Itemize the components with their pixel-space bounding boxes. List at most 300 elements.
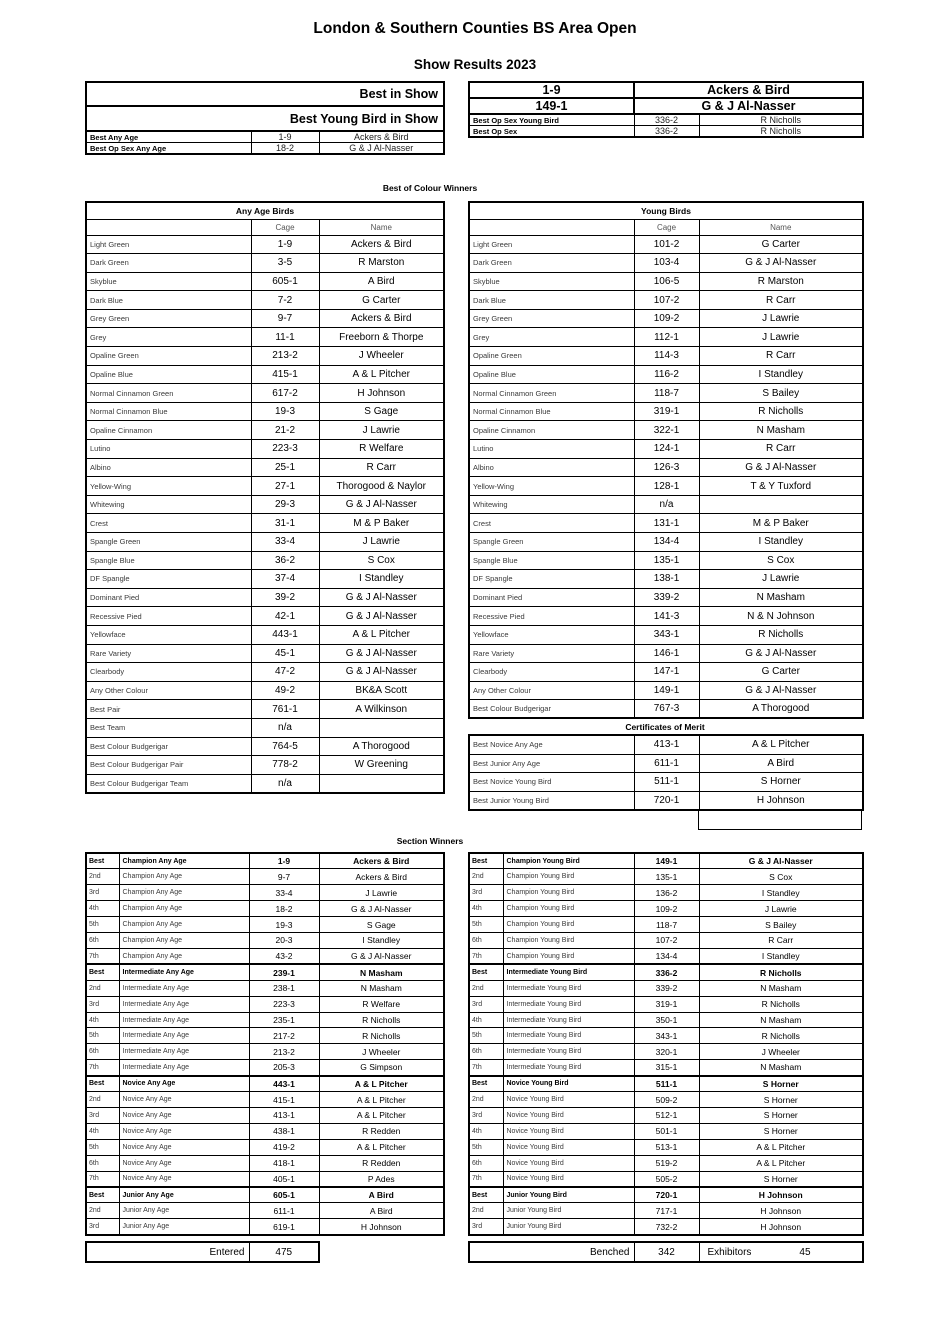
exhibitor-name: J Wheeler: [699, 1044, 863, 1060]
section-label: Intermediate Any Age: [119, 996, 249, 1012]
table-row: [469, 440, 863, 459]
table-row: [469, 309, 863, 328]
cage-number: 118-7: [634, 917, 699, 933]
exhibitor-name: R Welfare: [319, 996, 444, 1012]
row-label: Rare Variety: [469, 644, 634, 663]
cage-number: 339-2: [634, 588, 699, 607]
exhibitor-name: G & J Al-Nasser: [319, 663, 444, 682]
cage-number: 103-4: [634, 254, 699, 273]
best-in-show-table: [85, 81, 445, 155]
table-row: [86, 901, 444, 917]
young-birds-table: [468, 201, 864, 719]
cage-number: 1-9: [251, 235, 319, 254]
cage-number: 720-1: [634, 791, 699, 810]
cage-number: 135-1: [634, 551, 699, 570]
row-label: Albino: [86, 458, 251, 477]
cage-number: 107-2: [634, 291, 699, 310]
table-row: [86, 514, 444, 533]
place-label: 3rd: [86, 996, 119, 1012]
exhibitor-name: J Lawrie: [699, 328, 863, 347]
exhibitor-name: A & L Pitcher: [319, 1076, 444, 1092]
cage-number: 1-9: [249, 853, 319, 869]
row-label: Yellow-Wing: [469, 477, 634, 496]
exhibitor-name: A & L Pitcher: [699, 1155, 863, 1171]
row-label: Spangle Blue: [469, 551, 634, 570]
exhibitor-name: R Nicholls: [699, 402, 863, 421]
exhibitor-name: G & J Al-Nasser: [319, 948, 444, 964]
row-label: Yellowface: [86, 625, 251, 644]
row-label: Lutino: [469, 440, 634, 459]
row-label: Whitewing: [86, 495, 251, 514]
cage-number: 223-3: [251, 440, 319, 459]
cage-number: 505-2: [634, 1171, 699, 1187]
cage-number: 419-2: [249, 1139, 319, 1155]
row-label: Opaline Blue: [86, 365, 251, 384]
exhibitor-name: I Standley: [699, 533, 863, 552]
table-row: [469, 347, 863, 366]
exhibitor-name: G Carter: [699, 235, 863, 254]
table-row: [469, 384, 863, 403]
exhibitor-name: R Carr: [699, 347, 863, 366]
table-row: [86, 663, 444, 682]
cage-number: 1-9: [469, 82, 634, 98]
table-row: [86, 1155, 444, 1171]
exhibitor-name: S Gage: [319, 402, 444, 421]
exhibitor-name: J Lawrie: [319, 533, 444, 552]
exhibitor-name: S Horner: [699, 773, 863, 792]
table-row: [86, 1187, 444, 1203]
table-row: [469, 588, 863, 607]
section-label: Novice Young Bird: [503, 1171, 634, 1187]
cage-number: 25-1: [251, 458, 319, 477]
exhibitor-name: S Horner: [699, 1076, 863, 1092]
section-label: Champion Young Bird: [503, 885, 634, 901]
section-label: Champion Young Bird: [503, 917, 634, 933]
cage-number: 9-7: [249, 869, 319, 885]
section-label: Junior Any Age: [119, 1187, 249, 1203]
table-row: [469, 625, 863, 644]
any-age-birds-table: [85, 201, 445, 794]
exhibitor-name: S Horner: [699, 1108, 863, 1124]
cage-number: 438-1: [249, 1123, 319, 1139]
exhibitor-name: Ackers & Bird: [319, 853, 444, 869]
row-label: Best Colour Budgerigar: [469, 700, 634, 719]
place-label: Best: [86, 964, 119, 980]
best-in-show-header: Best in Show: [86, 82, 444, 106]
place-label: 3rd: [469, 996, 503, 1012]
table-row: [469, 1242, 863, 1262]
section-label: Junior Young Bird: [503, 1219, 634, 1235]
exhibitor-name: J Lawrie: [699, 309, 863, 328]
cage-number: 336-2: [634, 126, 699, 138]
place-label: 7th: [469, 948, 503, 964]
row-label: Whitewing: [469, 495, 634, 514]
section-label: Junior Any Age: [119, 1203, 249, 1219]
row-label: Skyblue: [469, 272, 634, 291]
name-column-header: Name: [319, 219, 444, 235]
table-row: [469, 82, 863, 98]
cage-number: 315-1: [634, 1060, 699, 1076]
row-label: Any Other Colour: [469, 681, 634, 700]
cage-number: 39-2: [251, 588, 319, 607]
row-label: Best Junior Any Age: [469, 754, 634, 773]
table-row: [86, 1242, 319, 1262]
exhibitor-name: S Gage: [319, 917, 444, 933]
table-row: [469, 607, 863, 626]
row-label: Rare Variety: [86, 644, 251, 663]
cage-number: 213-2: [251, 347, 319, 366]
exhibitor-name: N Masham: [319, 980, 444, 996]
cage-number: 42-1: [251, 607, 319, 626]
row-label: Skyblue: [86, 272, 251, 291]
cage-number: 720-1: [634, 1187, 699, 1203]
cage-number: 109-2: [634, 309, 699, 328]
row-label: Normal Cinnamon Blue: [469, 402, 634, 421]
row-label: DF Spangle: [469, 570, 634, 589]
row-label: Recessive Pied: [469, 607, 634, 626]
cage-number: 19-3: [251, 402, 319, 421]
table-row: [469, 996, 863, 1012]
exhibitor-name: A & L Pitcher: [319, 365, 444, 384]
exhibitors-value: 45: [799, 1246, 811, 1258]
table-row: [86, 1060, 444, 1076]
cage-number: 135-1: [634, 869, 699, 885]
section-label: Intermediate Any Age: [119, 980, 249, 996]
exhibitor-name: G & J Al-Nasser: [319, 901, 444, 917]
section-label: Junior Any Age: [119, 1219, 249, 1235]
table-row: [86, 948, 444, 964]
exhibitor-name: R Nicholls: [699, 1028, 863, 1044]
section-label: Intermediate Any Age: [119, 1060, 249, 1076]
row-label: Clearbody: [86, 663, 251, 682]
cage-number: 134-4: [634, 948, 699, 964]
page-subtitle: Show Results 2023: [413, 57, 537, 72]
exhibitor-name: A Bird: [699, 754, 863, 773]
table-row: [86, 1123, 444, 1139]
place-label: 6th: [469, 1155, 503, 1171]
exhibitor-name: S Horner: [699, 1092, 863, 1108]
row-label: Light Green: [469, 235, 634, 254]
table-row: [86, 756, 444, 775]
cage-number: 235-1: [249, 1012, 319, 1028]
exhibitor-name: Freeborn & Thorpe: [319, 328, 444, 347]
table-row: [469, 291, 863, 310]
cage-column-header: Cage: [251, 219, 319, 235]
exhibitor-name: S Bailey: [699, 917, 863, 933]
exhibitor-name: G Carter: [319, 291, 444, 310]
table-row: [469, 700, 863, 719]
exhibitor-name: [699, 495, 863, 514]
colour-winners-title: Best of Colour Winners: [382, 183, 478, 193]
table-row: [469, 365, 863, 384]
cage-number: 767-3: [634, 700, 699, 719]
table-row: [86, 254, 444, 273]
table-row: [86, 309, 444, 328]
row-label: Dominant Pied: [469, 588, 634, 607]
section-label: Champion Young Bird: [503, 869, 634, 885]
table-row: [469, 885, 863, 901]
cage-number: n/a: [251, 774, 319, 793]
exhibitor-name: G & J Al-Nasser: [319, 644, 444, 663]
cage-number: 617-2: [251, 384, 319, 403]
table-row: [469, 1219, 863, 1235]
place-label: Best: [86, 853, 119, 869]
exhibitor-name: H Johnson: [699, 791, 863, 810]
cage-number: 213-2: [249, 1044, 319, 1060]
table-row: [469, 1187, 863, 1203]
cage-number: 511-1: [634, 773, 699, 792]
cage-number: 136-2: [634, 885, 699, 901]
table-row: [469, 917, 863, 933]
exhibitor-name: R Marston: [699, 272, 863, 291]
column-header-row: [469, 219, 863, 235]
exhibitor-name: A & L Pitcher: [319, 1139, 444, 1155]
place-label: Best: [469, 964, 503, 980]
row-label: Opaline Cinnamon: [86, 421, 251, 440]
exhibitor-name: J Wheeler: [319, 347, 444, 366]
table-row: [86, 625, 444, 644]
exhibitor-name: Ackers & Bird: [319, 235, 444, 254]
exhibitor-name: J Lawrie: [699, 901, 863, 917]
section-winners-title: Section Winners: [396, 836, 464, 846]
table-row: [86, 1044, 444, 1060]
exhibitor-name: R Redden: [319, 1155, 444, 1171]
table-row: [469, 495, 863, 514]
table-row: [469, 402, 863, 421]
exhibitor-name: R Carr: [319, 458, 444, 477]
cage-number: 20-3: [249, 933, 319, 949]
exhibitor-name: G & J Al-Nasser: [319, 588, 444, 607]
row-label: Dark Green: [86, 254, 251, 273]
exhibitor-name: [319, 718, 444, 737]
table-row: [469, 458, 863, 477]
table-row: [469, 1203, 863, 1219]
section-label: Novice Any Age: [119, 1139, 249, 1155]
place-label: 7th: [86, 1171, 119, 1187]
exhibitor-name: N Masham: [699, 421, 863, 440]
table-row: [86, 421, 444, 440]
place-label: 6th: [469, 1044, 503, 1060]
exhibitor-name: H Johnson: [319, 1219, 444, 1235]
section-label: Champion Young Bird: [503, 933, 634, 949]
row-label: Grey: [86, 328, 251, 347]
row-label: Yellow-Wing: [86, 477, 251, 496]
exhibitor-name: Ackers & Bird: [634, 82, 863, 98]
exhibitor-name: A Thorogood: [699, 700, 863, 719]
row-label: Light Green: [86, 235, 251, 254]
cage-number: 239-1: [249, 964, 319, 980]
place-label: 4th: [469, 901, 503, 917]
section-label: Novice Young Bird: [503, 1139, 634, 1155]
row-label: Best Pair: [86, 700, 251, 719]
table-row: [86, 533, 444, 552]
table-row: [469, 477, 863, 496]
exhibitor-name: S Bailey: [699, 384, 863, 403]
place-label: 4th: [86, 1123, 119, 1139]
row-label: Best Colour Budgerigar Team: [86, 774, 251, 793]
exhibitor-name: I Standley: [319, 570, 444, 589]
cage-column-header: Cage: [634, 219, 699, 235]
cage-number: 21-2: [251, 421, 319, 440]
cage-number: 128-1: [634, 477, 699, 496]
cage-number: 11-1: [251, 328, 319, 347]
table-row: [469, 933, 863, 949]
section-label: Champion Any Age: [119, 933, 249, 949]
table-row: [86, 644, 444, 663]
cage-number: 29-3: [251, 495, 319, 514]
cage-number: 238-1: [249, 980, 319, 996]
section-label: Intermediate Young Bird: [503, 964, 634, 980]
exhibitor-name: I Standley: [699, 365, 863, 384]
exhibitor-name: R Nicholls: [699, 114, 863, 126]
table-row: [86, 681, 444, 700]
exhibitor-name: G & J Al-Nasser: [319, 495, 444, 514]
table-row: [86, 82, 444, 106]
exhibitor-name: Thorogood & Naylor: [319, 477, 444, 496]
exhibitor-name: G & J Al-Nasser: [699, 644, 863, 663]
section-label: Champion Any Age: [119, 901, 249, 917]
cage-number: 611-1: [249, 1203, 319, 1219]
certificates-title: Certificates of Merit: [625, 722, 705, 733]
place-label: 2nd: [86, 980, 119, 996]
table-row: [86, 495, 444, 514]
exhibitor-name: G & J Al-Nasser: [319, 607, 444, 626]
row-label: Best Team: [86, 718, 251, 737]
table-row: [86, 131, 444, 143]
cage-number: 31-1: [251, 514, 319, 533]
section-label: Intermediate Young Bird: [503, 996, 634, 1012]
cage-number: 519-2: [634, 1155, 699, 1171]
place-label: 2nd: [86, 1203, 119, 1219]
exhibitor-name: R Carr: [699, 291, 863, 310]
exhibitor-name: N Masham: [699, 1060, 863, 1076]
row-label: Best Op Sex Any Age: [86, 143, 251, 155]
cage-number: 49-2: [251, 681, 319, 700]
cage-number: 9-7: [251, 309, 319, 328]
table-header-row: [86, 202, 444, 219]
row-label: Grey: [469, 328, 634, 347]
section-label: Champion Young Bird: [503, 901, 634, 917]
cage-number: 512-1: [634, 1108, 699, 1124]
row-label: DF Spangle: [86, 570, 251, 589]
exhibitor-name: J Wheeler: [319, 1044, 444, 1060]
exhibitor-name: R Carr: [699, 933, 863, 949]
table-row: [86, 328, 444, 347]
exhibitor-name: P Ades: [319, 1171, 444, 1187]
exhibitor-name: N Masham: [699, 588, 863, 607]
place-label: 3rd: [86, 885, 119, 901]
cage-number: 27-1: [251, 477, 319, 496]
table-row: [86, 588, 444, 607]
section-label: Champion Any Age: [119, 948, 249, 964]
exhibitor-name: R Nicholls: [699, 964, 863, 980]
table-row: [86, 917, 444, 933]
cage-number: 101-2: [634, 235, 699, 254]
section-label: Novice Any Age: [119, 1155, 249, 1171]
exhibitor-name: R Carr: [699, 440, 863, 459]
table-row: [469, 235, 863, 254]
table-row: [86, 1139, 444, 1155]
table-row: [86, 737, 444, 756]
exhibitor-name: Ackers & Bird: [319, 131, 444, 143]
section-label: Novice Young Bird: [503, 1092, 634, 1108]
blank-cell: [86, 219, 251, 235]
best-in-show-winners-table: [468, 81, 864, 138]
exhibitor-name: W Greening: [319, 756, 444, 775]
exhibitor-name: H Johnson: [699, 1187, 863, 1203]
place-label: 3rd: [86, 1108, 119, 1124]
table-row: [86, 774, 444, 793]
table-row: [86, 440, 444, 459]
benched-label: Benched: [469, 1242, 634, 1262]
exhibitor-name: A Wilkinson: [319, 700, 444, 719]
cage-number: 45-1: [251, 644, 319, 663]
place-label: 5th: [86, 1028, 119, 1044]
row-label: Recessive Pied: [86, 607, 251, 626]
section-label: Novice Any Age: [119, 1108, 249, 1124]
table-row: [86, 235, 444, 254]
exhibitor-name: N & N Johnson: [699, 607, 863, 626]
place-label: 5th: [86, 1139, 119, 1155]
table-row: [86, 1076, 444, 1092]
table-row: [469, 735, 863, 754]
table-row: [469, 1155, 863, 1171]
table-header-row: [469, 202, 863, 219]
cage-number: 149-1: [634, 853, 699, 869]
section-label: Intermediate Any Age: [119, 1044, 249, 1060]
table-row: [86, 402, 444, 421]
table-row: [469, 948, 863, 964]
table-row: [86, 853, 444, 869]
cage-number: 336-2: [634, 964, 699, 980]
section-label: Intermediate Young Bird: [503, 1028, 634, 1044]
cage-number: 405-1: [249, 1171, 319, 1187]
table-row: [86, 869, 444, 885]
any-age-birds-header: Any Age Birds: [86, 202, 444, 219]
table-row: [469, 901, 863, 917]
exhibitor-name: A & L Pitcher: [699, 1139, 863, 1155]
place-label: 2nd: [86, 869, 119, 885]
table-row: [469, 1076, 863, 1092]
place-label: Best: [86, 1076, 119, 1092]
cage-number: 322-1: [634, 421, 699, 440]
cage-number: 611-1: [634, 754, 699, 773]
section-label: Novice Young Bird: [503, 1155, 634, 1171]
exhibitor-name: A & L Pitcher: [319, 1108, 444, 1124]
exhibitor-name: N Masham: [699, 1012, 863, 1028]
exhibitor-name: H Johnson: [319, 384, 444, 403]
exhibitor-name: R Nicholls: [319, 1028, 444, 1044]
place-label: 2nd: [469, 980, 503, 996]
cage-number: 217-2: [249, 1028, 319, 1044]
place-label: 4th: [86, 1012, 119, 1028]
table-row: [469, 791, 863, 810]
exhibitor-name: A & L Pitcher: [319, 625, 444, 644]
row-label: Yellowface: [469, 625, 634, 644]
table-row: [469, 570, 863, 589]
table-row: [469, 754, 863, 773]
table-row: [469, 1123, 863, 1139]
place-label: 3rd: [469, 1108, 503, 1124]
exhibitor-name: J Lawrie: [699, 570, 863, 589]
exhibitor-name: R Redden: [319, 1123, 444, 1139]
cage-number: 109-2: [634, 901, 699, 917]
exhibitor-name: BK&A Scott: [319, 681, 444, 700]
place-label: 3rd: [86, 1219, 119, 1235]
place-label: 2nd: [469, 869, 503, 885]
section-label: Champion Young Bird: [503, 948, 634, 964]
exhibitor-name: [319, 774, 444, 793]
